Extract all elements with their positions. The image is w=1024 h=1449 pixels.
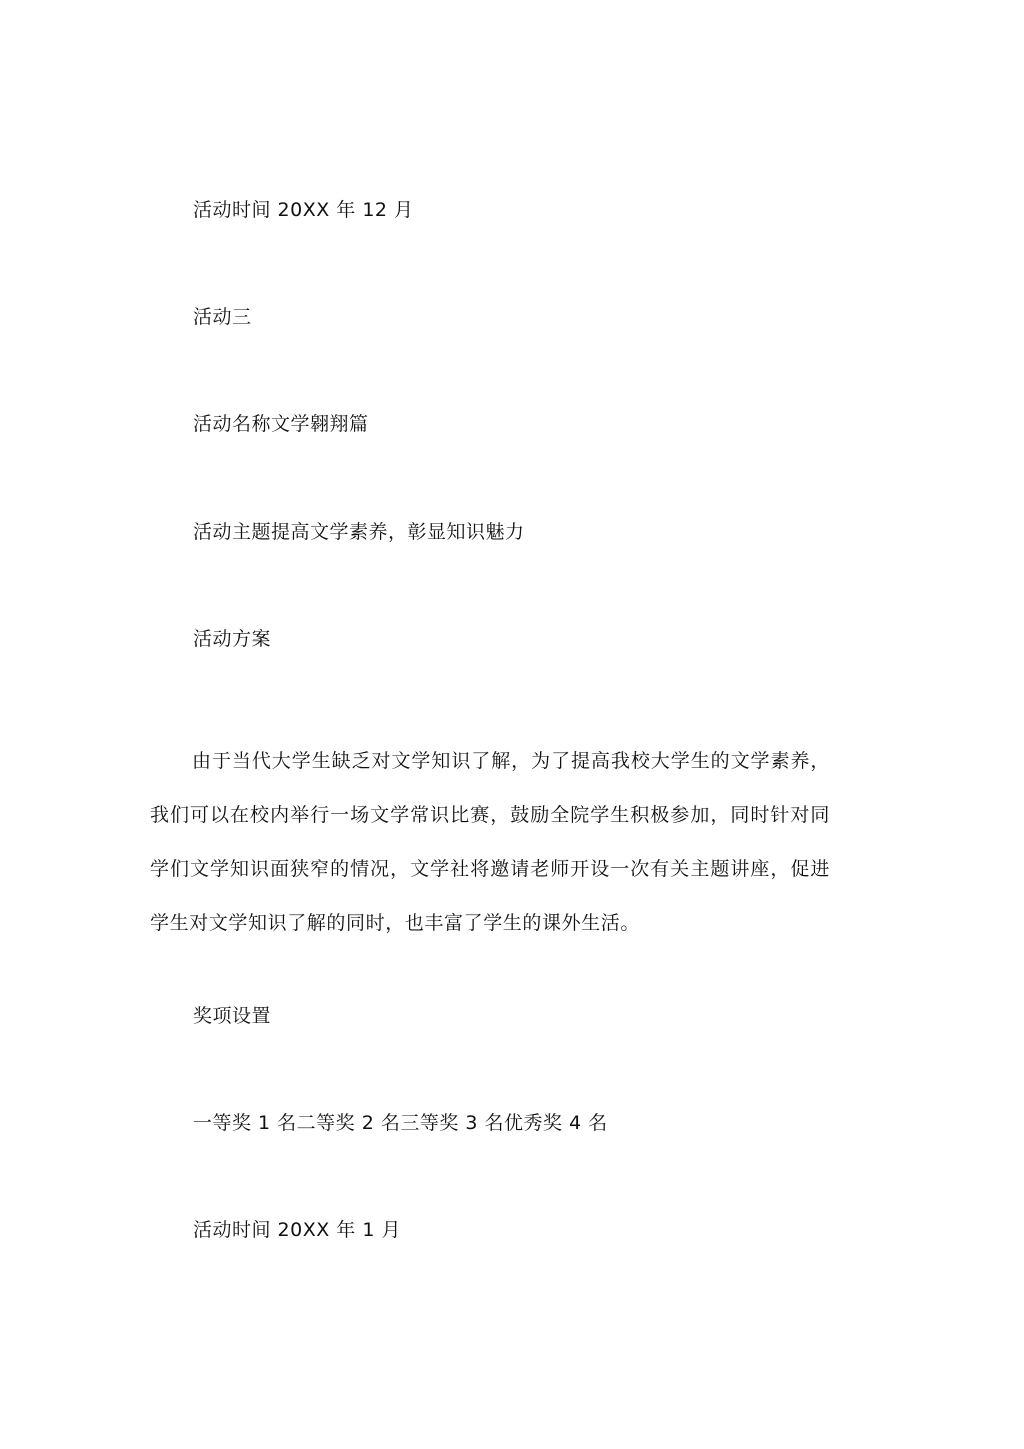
activity-name-line: 活动名称文学翱翔篇 bbox=[193, 413, 369, 435]
activity-time-line-2: 活动时间 20XX 年 1 月 bbox=[193, 1219, 401, 1241]
activity-time-line: 活动时间 20XX 年 12 月 bbox=[193, 199, 414, 221]
plan-paragraph: 由于当代大学生缺乏对文学知识了解，为了提高我校大学生的文学素养，我们可以在校内举行一场文学常识比赛，鼓励全院学生积极参加，同时针对同学们文学知识面狭窄的情况，文学社将邀请老师开设一次有关主题讲座，促进学生对文学知识了解的同时，也丰富了学生的课外生活。 bbox=[150, 750, 830, 934]
activity-theme-line: 活动主题提高文学素养，彰显知识魅力 bbox=[193, 521, 525, 543]
awards-heading: 奖项设置 bbox=[193, 1005, 272, 1027]
activity-number-heading: 活动三 bbox=[193, 306, 252, 328]
awards-detail-line: 一等奖 1 名二等奖 2 名三等奖 3 名优秀奖 4 名 bbox=[193, 1112, 608, 1134]
activity-plan-heading: 活动方案 bbox=[193, 628, 272, 650]
